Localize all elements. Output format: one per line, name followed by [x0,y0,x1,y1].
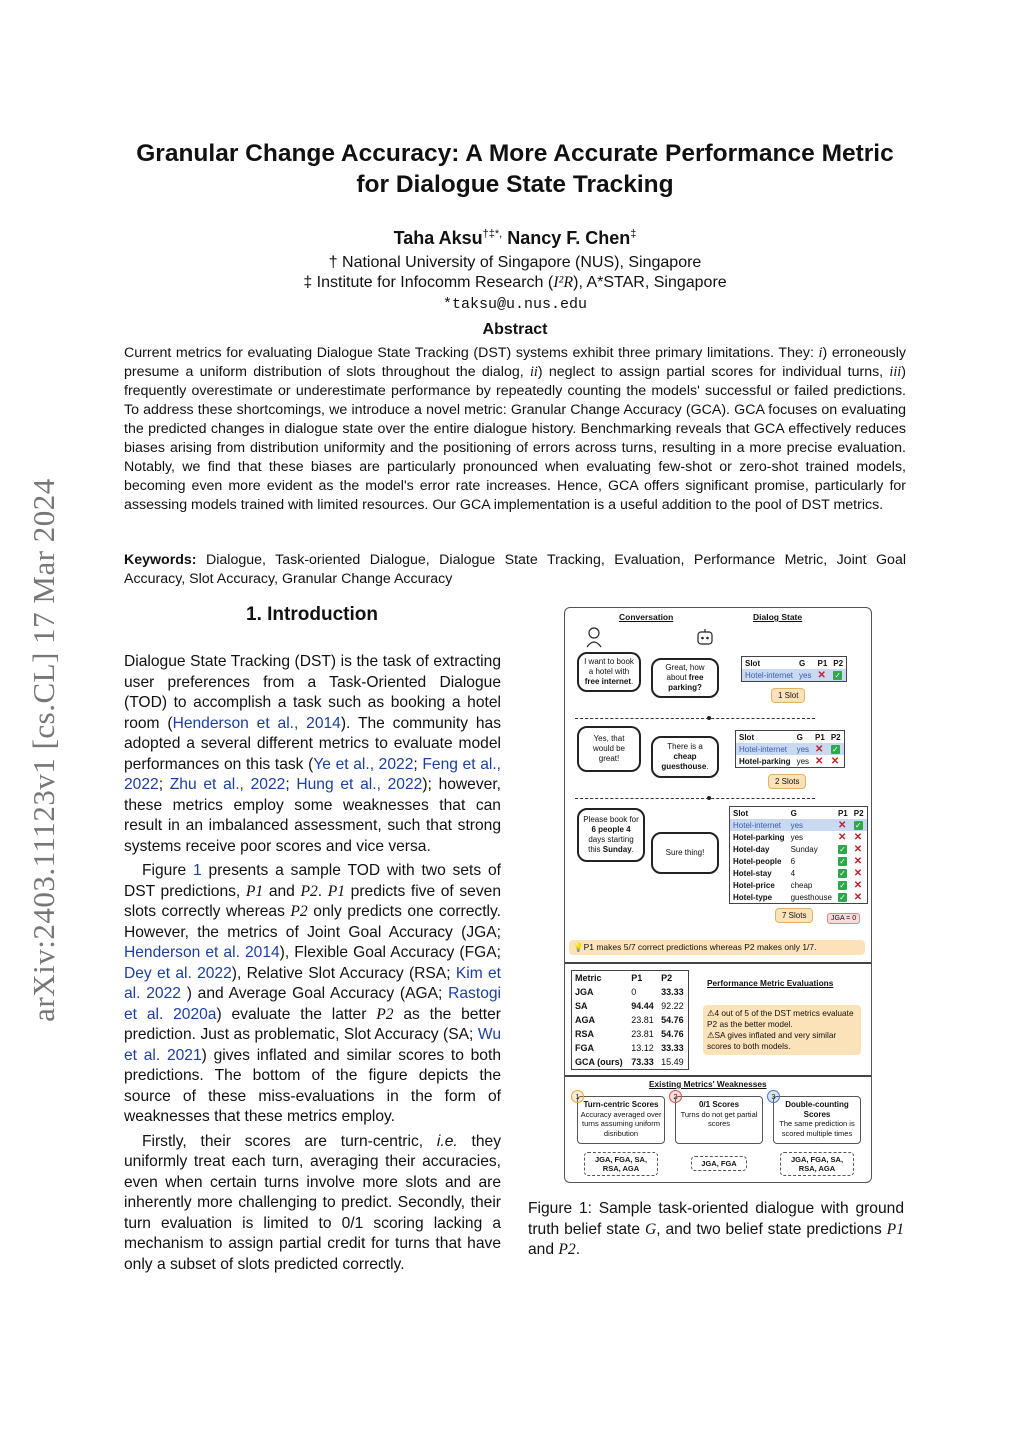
weaknesses-header: Existing Metrics' Weaknesses [649,1079,767,1089]
slot-count-badge: 2 Slots [768,774,806,789]
citation[interactable]: Rastogi et al. 2020a [124,985,501,1023]
system-utterance-3: Sure thing! [651,832,719,874]
state-table-turn-2: Slot G P1 P2 Hotel-internet yes ✕ ✓ Hotel-parking yes ✕ ✕ [735,730,845,768]
correct-icon: ✓ [839,856,846,866]
authors: Taha Aksu†‡*, Nancy F. Chen‡ [393,228,637,248]
slot-count-badge: 1 Slot [771,688,805,703]
metric-row: JGA 0 33.33 [575,987,684,997]
correct-icon: ✓ [854,820,862,830]
abstract-heading: Abstract [482,321,548,338]
turn-divider-dot [707,796,711,800]
affiliation-nus: † National University of Singapore (NUS), Singapore [328,254,702,271]
summary-note: 💡P1 makes 5/7 correct predictions whereas P2 makes only 1/7. [569,940,865,955]
email[interactable]: *taksu@u.nus.edu [442,296,588,313]
turn-divider-dot [707,716,711,720]
affiliation-i2r: ‡ Institute for Infocomm Research (I²R), A*STAR, Singapore [303,274,727,291]
weakness-card: 0/1 Scores Turns do not get partial scores [675,1096,763,1144]
slot-row: Hotel-internet yes ✕ ✓ [730,819,868,831]
affected-metrics-box: JGA, FGA, SA, RSA, AGA [780,1152,854,1176]
turn-divider [575,718,815,719]
correct-icon: ✓ [839,892,846,902]
correct-icon: ✓ [839,880,846,890]
slot-row: Hotel-price cheap ✓ ✕ [733,879,863,891]
figure-1-caption: Figure 1: Sample task-oriented dialogue with ground truth belief state G, and two belief state predictions P1 and P2. [528,1200,904,1258]
user-utterance-2: Yes, that would be great! [577,726,641,772]
wrong-icon: ✕ [853,867,863,879]
keywords: Keywords: Dialogue, Task-oriented Dialogue, Dialogue State Tracking, Evaluation, Performance Metric, Joint Goal Accuracy, Slot Accuracy, Granular Change Accuracy [124,552,906,587]
wrong-icon: ✕ [837,819,847,831]
introduction-body [124,652,501,1279]
system-utterance-1: Great, how about free parking? [651,658,719,698]
figure-separator [565,962,871,964]
slot-row: Hotel-day Sunday ✓ ✕ [733,843,863,855]
state-table-turn-1: Slot G P1 P2 Hotel-internet yes ✕ ✓ [741,656,847,682]
citation[interactable]: Hung et al., 2022 [296,776,423,793]
slot-row: Hotel-parking yes ✕ ✕ [733,831,863,843]
lightbulb-icon: 💡 [573,942,584,952]
citation[interactable]: Wu et al. 2021 [124,1026,501,1064]
correct-icon: ✓ [839,868,846,878]
citation[interactable]: Zhu et al., 2022 [169,776,286,793]
intro-paragraph-2: Figure 1 presents a sample TOD with two sets of DST predictions, P1 and P2. P1 predicts five of seven slots correctly whereas P2 only predicts one correctly. However, the metrics of Joint Goal Accuracy (JGA; Henderson et al. 2014), Flexible Goal Accuracy (FGA; Dey et al. 2022), Relative Slot Accuracy (RSA; Kim et al. 2022 ) and Average Goal Accuracy (AGA; Rastogi et al. 2020a) evaluate the latter P2 as the better prediction. Just as problematic, Slot Accuracy (SA; Wu et al. 2021) gives inflated and similar scores to both predictions. The bottom of the figure depicts the source of these miss-evaluations in the form of weaknesses that these metrics employ. [124,862,502,1125]
metric-row: AGA 23.81 54.76 [575,1015,684,1025]
user-utterance-3: Please book for 6 people 4 days starting this Sunday. [577,808,645,862]
user-icon [585,626,603,648]
weakness-number-badge: 1 [571,1090,584,1103]
citation[interactable]: Henderson et al., 2014 [172,714,341,732]
wrong-icon: ✕ [853,843,863,855]
citation[interactable]: Feng et al., 2022 [124,755,502,793]
metrics-table: Metric P1 P2 JGA 0 33.33 SA 94.44 92.22 AGA 23.81 54.76 RSA 23.81 54.76 FGA 13.12 33.33 GCA (ours) 73.33 15.49 [571,970,689,1070]
slot-count-badge: 7 Slots [775,908,813,923]
weakness-number-badge: 3 [767,1090,780,1103]
figure-separator [565,1075,871,1077]
arxiv-identifier: arXiv:2403.11123v1 [cs.CL] 17 Mar 2024 [26,478,61,1022]
wrong-icon: ✕ [853,891,863,903]
figure-1 [564,607,872,1183]
wrong-icon: ✕ [853,879,863,891]
intro-paragraph-3: Firstly, their scores are turn-centric, i.e. they uniformly treat each turn, averaging their accuracies, even when certain turns involve more slots and are inherently more challenging to predict. Secondly, their turn evaluation is limited to 0/1 scoring lacking a mechanism to assign partial credit for turns that have only a subset of slots predicted correctly. [124,1132,501,1273]
slot-row: Hotel-type guesthouse ✓ ✕ [733,891,863,903]
correct-icon: ✓ [839,844,846,854]
state-table-turn-3: Slot G P1 P2 Hotel-internet yes ✕ ✓ Hotel-parking yes ✕ ✕ Hotel-day Sunday ✓ ✕ Hotel-people 6 ✓ ✕ Hotel-stay 4 ✓ ✕ Hotel-price cheap ✓ ✕ Hotel-type guesthouse ✓ ✕ [729,806,868,904]
metric-row: SA 94.44 92.22 [575,1001,684,1011]
slot-row: Hotel-people 6 ✓ ✕ [733,855,863,867]
conversation-header: Conversation [619,612,674,622]
dialog-state-header: Dialog State [753,612,803,622]
user-utterance-1: I want to book a hotel with free internet. [577,652,641,692]
wrong-icon: ✕ [815,755,824,767]
wrong-icon: ✕ [853,855,863,867]
metric-row: RSA 23.81 54.76 [575,1029,684,1039]
metric-row: FGA 13.12 33.33 [575,1043,684,1053]
correct-icon: ✓ [831,744,839,754]
slot-row: Hotel-stay 4 ✓ ✕ [733,867,863,879]
wrong-icon: ✕ [830,755,840,767]
paper-title: Granular Change Accuracy: A More Accurate Performance Metric for Dialogue State Tracking [136,140,894,198]
weakness-card: Turn-centric Scores Accuracy averaged over turns assuming uniform disribution [577,1096,665,1144]
wrong-icon: ✕ [817,669,826,681]
jga-zero-badge: JGA = 0 [827,913,860,924]
section-heading-introduction: 1. Introduction [246,604,378,625]
warning-icon: ⚠ [707,1030,715,1040]
wrong-icon: ✕ [853,831,863,843]
turn-divider [575,798,815,799]
figure-reference[interactable]: 1 [193,862,202,879]
metric-row: GCA (ours) 73.33 15.49 [575,1057,684,1067]
warning-icon: ⚠ [707,1008,715,1018]
citation[interactable]: Ye et al., 2022 [313,755,414,773]
citation[interactable]: Kim et al. 2022 [124,964,501,1002]
wrong-icon: ✕ [837,831,847,843]
abstract-text: Current metrics for evaluating Dialogue State Tracking (DST) systems exhibit three primary limitations. They: i) erroneously presume a uniform distribution of slots throughout the dialog, ii) neglect to assign partial scores for individual turns, iii) frequently overestimate or underestimate performance by repeatedly counting the models' successful or failed predictions. To address these shortcomings, we introduce a novel metric: Granular Change Accuracy (GCA). GCA focuses on evaluating the predicted changes in dialogue state over the entire dialogue history. Benchmarking reveals that GCA effectively reduces biases arising from distribution uniformity and the positioning of errors across turns, resulting in a more precise evaluation. Notably, we find that these biases are particularly pronounced when evaluating few-shot or zero-shot trained models, becoming even more evident as the model's error rate increases. Hence, GCA offers significant promise, particularly for assessing models trained with limited resources. Our GCA implementation is a useful addition to the pool of DST metrics. [124,345,906,513]
citation[interactable]: Dey et al. 2022 [124,964,232,982]
affected-metrics-box: JGA, FGA [691,1156,747,1171]
affected-metrics-box: JGA, FGA, SA, RSA, AGA [584,1152,658,1176]
robot-icon [695,628,715,648]
system-utterance-2: There is a cheap guesthouse. [651,736,719,778]
wrong-icon: ✕ [815,743,824,755]
performance-header: Performance Metric Evaluations [707,978,834,988]
metric-evaluation-note: ⚠4 out of 5 of the DST metrics evaluate P2 as the better model. ⚠SA gives inflated and very similar scores to both models. [703,1005,861,1055]
citation[interactable]: Henderson et al. 2014 [124,944,280,961]
weakness-card: Double-counting Scores The same prediction is scored multiple times [773,1096,861,1144]
correct-icon: ✓ [834,670,842,680]
weakness-number-badge: 2 [669,1090,682,1103]
intro-paragraph-1: Dialogue State Tracking (DST) is the task of extracting user preferences from a Task-Oriented Dialogue (TOD) to accomplish a task such as booking a hotel room (Henderson et al., 2014). The community has adopted a several different metrics to evaluate model performances on this task (Ye et al., 2022; Feng et al., 2022; Zhu et al., 2022; Hung et al., 2022); however, these metrics employ some weaknesses that can result in an imbalanced assessment, such that strong systems receive poor scores and vice versa. [124,653,502,855]
